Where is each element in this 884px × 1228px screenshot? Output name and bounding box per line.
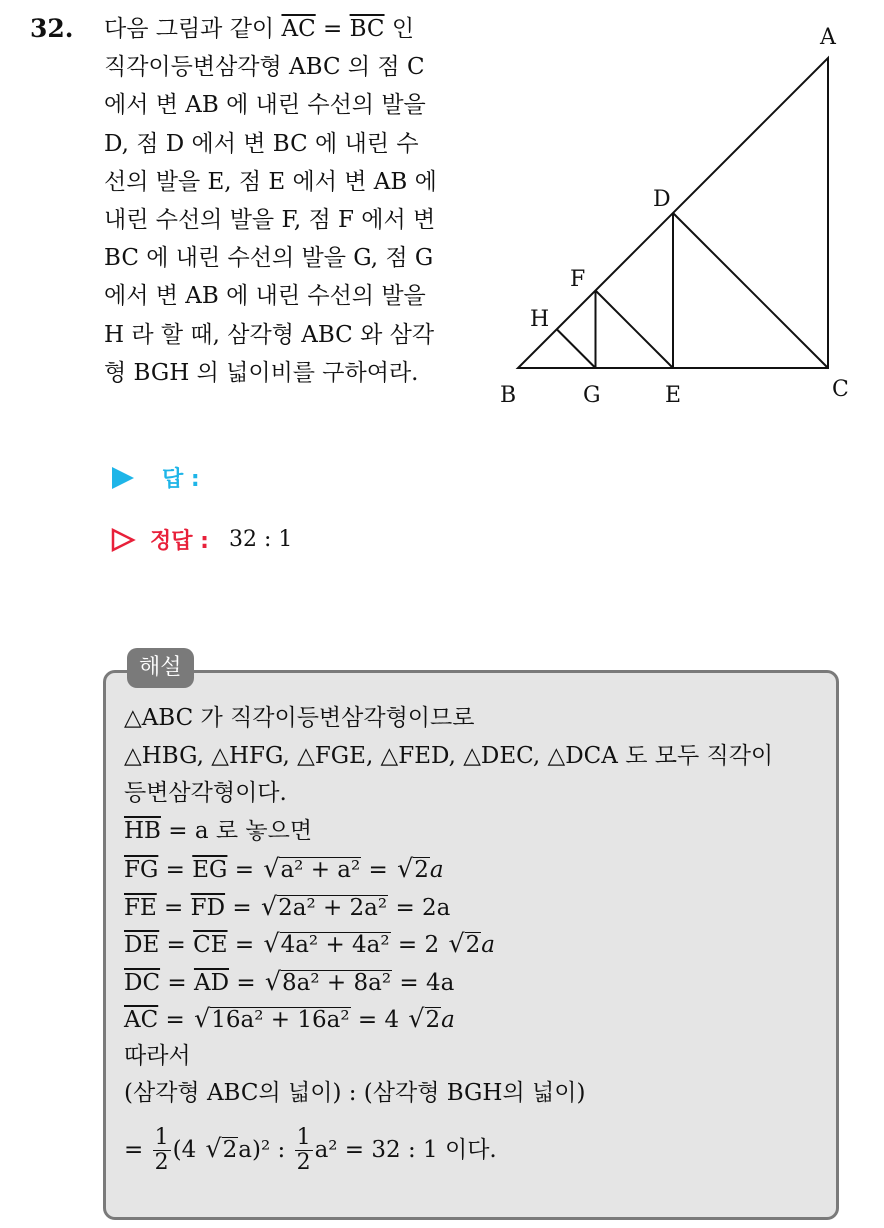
equation-de-ce: $\overline{DE} = \overline{CE} = √4a^2 + 4a^2 = 2$ √2a: [124, 925, 836, 963]
segment-hb: $\overline{HB}$: [124, 817, 161, 844]
triangle-figure: [490, 14, 870, 414]
sqrt-expression: √4a² + 4a²: [263, 929, 390, 958]
outline-triangle-icon: [110, 527, 136, 553]
segment-hg: [557, 329, 596, 368]
point-label-b: B: [500, 383, 517, 408]
solution-tag: 해설: [127, 648, 194, 688]
question-text: [104, 10, 476, 392]
equation-fg-eg: $\overline{FG} = \overline{EG} = √a^2 + a^2 = √2a$: [124, 850, 836, 888]
solution-content: [124, 700, 836, 1181]
segment-fe: [596, 291, 674, 369]
point-label-g: G: [583, 383, 601, 408]
equation-dc-ad: $\overline{DC} = \overline{AD} = √8a^2 + 8a^2 = 4a$: [124, 963, 836, 1001]
fraction: $\frac{1}{2}$: [296, 1124, 311, 1175]
sqrt-expression: √8a² + 8a²: [264, 966, 392, 996]
point-label-e: E: [665, 383, 682, 408]
question-line: 다음 그림과 같이 $\overline{AC} = \overline{BC}$ 인: [104, 16, 415, 42]
question-line: 직각이등변삼각형 ABC 의 점 C: [104, 54, 425, 81]
point-label-a: A: [820, 25, 836, 50]
solution-line: △ABC 가 직각이등변삼각형이므로: [124, 705, 475, 731]
point-label-d: D: [653, 187, 671, 212]
answer-label: 답 :: [162, 467, 200, 492]
solution-line: (삼각형 ABC의 넓이) : (삼각형 BGH의 넓이): [124, 1080, 586, 1106]
play-triangle-icon: [110, 465, 136, 491]
correct-answer-value: 32 : 1: [228, 527, 293, 552]
equation-ac: $\overline{AC} = √16a^2 + 16a^2 = 4$ √2a: [124, 1000, 836, 1038]
question-line: 에서 변 AB 에 내린 수선의 발을: [104, 283, 426, 310]
question-line: 에서 변 AB 에 내린 수선의 발을: [104, 92, 426, 119]
sqrt-expression: √2a² + 2a²: [260, 891, 388, 921]
point-label-c: C: [832, 377, 849, 402]
segment-ac: $\overline{AC}$: [281, 16, 316, 42]
equation-fe-fd: $\overline{FE} = \overline{FD} = √2a^2 + 2a^2 = 2a$: [124, 888, 836, 926]
question-line: 선의 발을 E, 점 E 에서 변 AB 에: [104, 168, 437, 195]
question-line: 내린 수선의 발을 F, 점 F 에서 변: [104, 207, 436, 234]
question-line: BC 에 내린 수선의 발을 G, 점 G: [104, 245, 434, 272]
question-number: 32.: [30, 14, 74, 43]
point-label-f: F: [570, 267, 586, 292]
question-line: D, 점 D 에서 변 BC 에 내린 수: [104, 130, 419, 157]
solution-line: △HBG, △HFG, △FGE, △FED, △DEC, △DCA 도 모두 직각이: [124, 742, 774, 769]
question-line: H 라 할 때, 삼각형 ABC 와 삼각: [104, 321, 435, 348]
answer-row: [110, 462, 200, 493]
fraction: $\frac{1}{2}$: [154, 1124, 169, 1175]
question-line: 형 BGH 의 넓이비를 구하여라.: [104, 359, 419, 386]
final-equation: = $\frac{1}{2}$ (4 √2a)² : $\frac{1}{2}$ a² = 32 : 1 이다.: [124, 1124, 497, 1175]
sqrt-expression: √16a² + 16a²: [194, 1004, 350, 1033]
solution-line: 따라서: [124, 1042, 191, 1069]
segment-dc: [673, 213, 828, 368]
correct-answer-row: [110, 524, 292, 555]
solution-line: 등변삼각형이다.: [124, 780, 287, 806]
segment-bc: $\overline{BC}$: [349, 16, 385, 42]
sqrt-expression: √a² + a²: [263, 854, 361, 883]
correct-answer-label: 정답 :: [150, 529, 209, 554]
point-label-h: H: [530, 307, 550, 332]
solution-line: $\overline{HB} = a$ 로 놓으면: [124, 817, 313, 844]
